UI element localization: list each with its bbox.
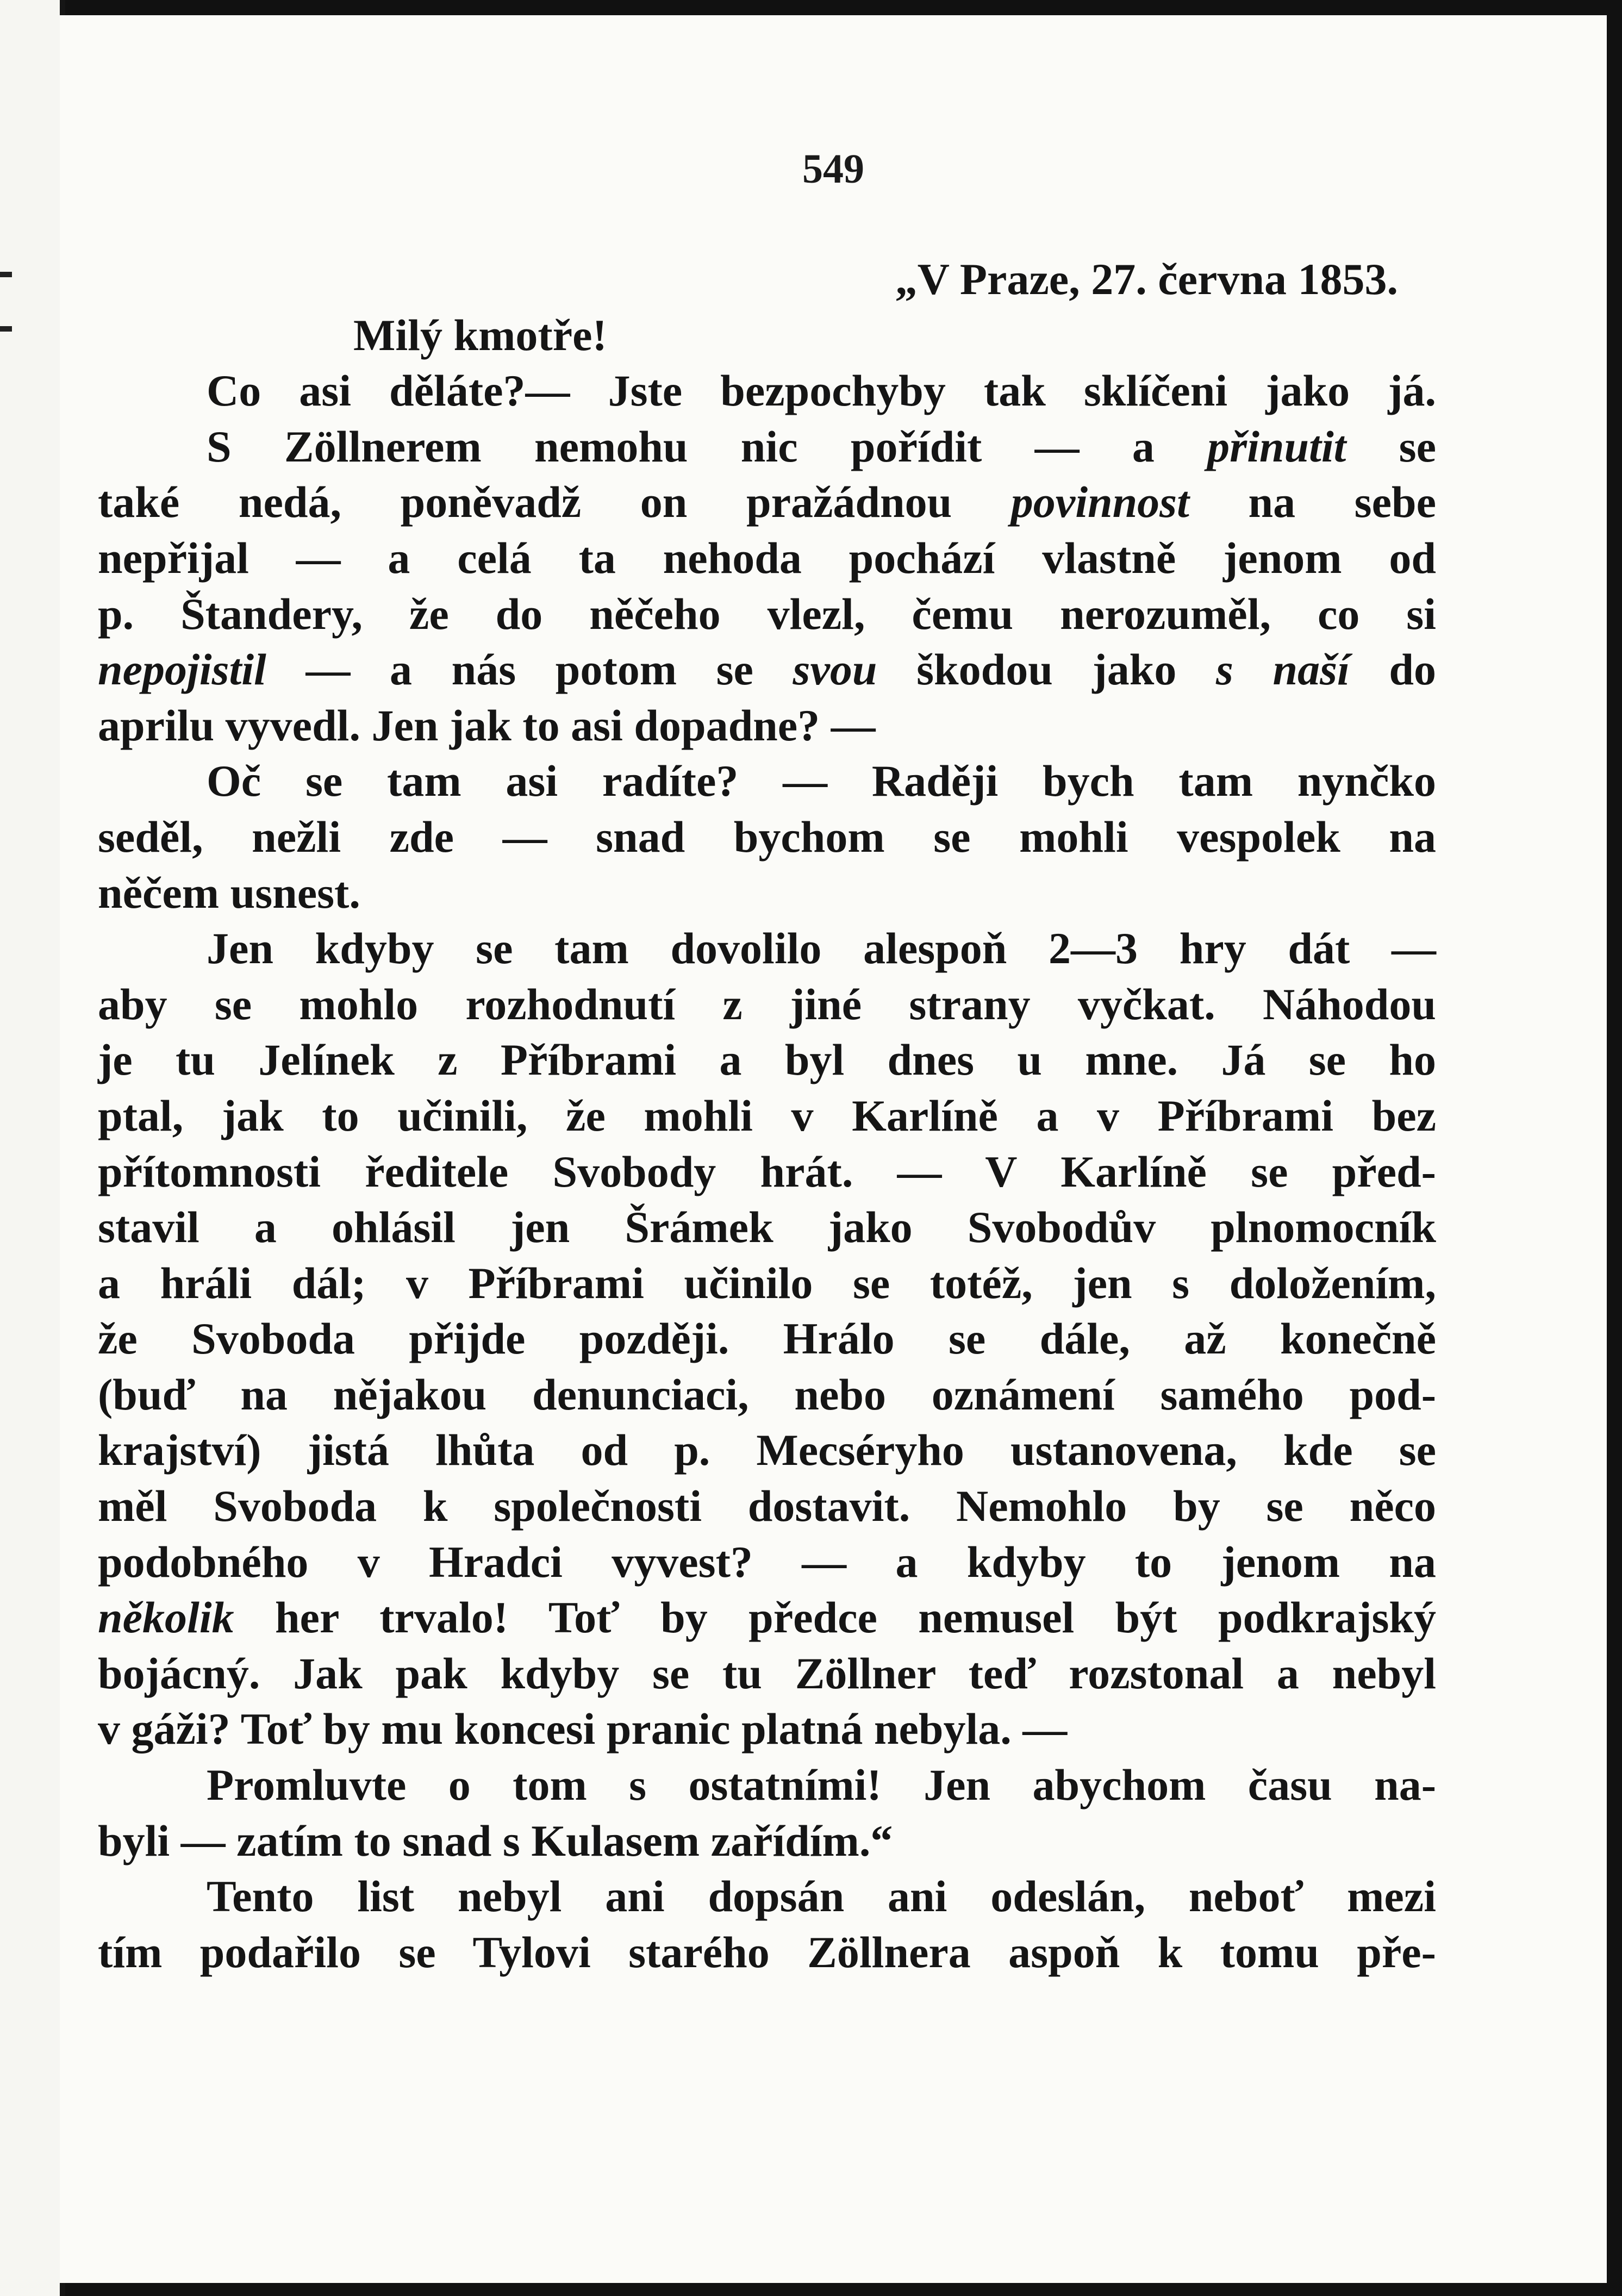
text-run: stavil a ohlásil jen Šrámek jako Svobodův plnomocník [98, 1202, 1436, 1252]
left-margin [0, 0, 65, 2296]
text-line [98, 308, 1436, 364]
text-line [98, 531, 1436, 587]
text-run: škodou jako [877, 645, 1216, 695]
text-run: ptal, jak to učinili, že mohli v Karlíně a v Příbrami bez [98, 1090, 1436, 1140]
italic-text: přinutit [1207, 421, 1346, 471]
text-run: krajství) jistá lhůta od p. Mecséryho ustanovena, kde se [98, 1425, 1436, 1475]
text-run: do [1349, 645, 1436, 695]
text-run: „V Praze, 27. června 1853. [895, 254, 1398, 304]
text-line [98, 977, 1436, 1033]
text-line [98, 753, 1436, 809]
text-run: — a nás potom se [266, 645, 793, 695]
text-run: Oč se tam asi radíte? — Raději bych tam nynčko [207, 756, 1436, 806]
text-line [98, 1534, 1436, 1590]
text-line [98, 865, 1436, 921]
text-line [98, 1200, 1436, 1256]
text-line [98, 642, 1436, 698]
text-run: podobného v Hradci vyvest? — a kdyby to jenom na [98, 1537, 1436, 1587]
book-page [60, 15, 1607, 2283]
text-run: že Svoboda přijde později. Hrálo se dále, až konečně [98, 1314, 1436, 1364]
letter-text [98, 252, 1436, 1980]
text-run: v gáži? Toť by mu koncesi pranic platná nebyla. — [98, 1704, 1068, 1754]
text-run: aprilu vyvedl. Jen jak to asi dopadne? — [98, 700, 876, 750]
italic-text: s naší [1215, 645, 1350, 695]
margin-mark [0, 272, 12, 277]
text-run: her trvalo! Toť by předce nemusel být podkrajský [234, 1593, 1436, 1643]
text-run: se [1346, 421, 1436, 471]
text-line [98, 921, 1436, 977]
text-line [98, 1813, 1436, 1869]
text-run: byli — zatím to snad s Kulasem zařídím.“ [98, 1815, 893, 1866]
text-line [98, 1088, 1436, 1144]
text-run: měl Svoboda k společnosti dostavit. Nemohlo by se něco [98, 1481, 1436, 1531]
text-line [98, 419, 1436, 475]
text-line [98, 809, 1436, 865]
text-run: Milý kmotře! [353, 310, 607, 360]
margin-mark [0, 326, 12, 332]
text-run: nepřijal — a celá ta nehoda pochází vlastně jenom od [98, 533, 1436, 583]
text-line [98, 1925, 1436, 1981]
text-run: a hráli dál; v Příbrami učinilo se totéž, jen s doložením, [98, 1258, 1436, 1308]
text-line [98, 1311, 1436, 1367]
text-line [98, 252, 1436, 308]
text-line [98, 1032, 1436, 1088]
text-run: Jen kdyby se tam dovolilo alespoň 2—3 hry dát — [207, 924, 1436, 974]
text-run: Tento list nebyl ani dopsán ani odeslán, neboť mezi [207, 1871, 1436, 1921]
text-line [98, 1869, 1436, 1925]
text-run: je tu Jelínek z Příbrami a byl dnes u mne. Já se ho [98, 1035, 1436, 1085]
page-number: 549 [802, 146, 864, 192]
text-line [98, 1646, 1436, 1702]
text-line [98, 1422, 1436, 1478]
text-run: tím podařilo se Tylovi starého Zöllnera aspoň k tomu pře- [98, 1927, 1436, 1977]
text-line [98, 1367, 1436, 1423]
italic-text: povinnost [1010, 477, 1189, 527]
italic-text: nepojistil [98, 645, 266, 695]
text-line [98, 1256, 1436, 1312]
text-run: aby se mohlo rozhodnutí z jiné strany vyčkat. Náhodou [98, 979, 1436, 1029]
text-run: (buď na nějakou denunciaci, nebo oznámení samého pod- [98, 1369, 1436, 1419]
text-run: přítomnosti ředitele Svobody hrát. — V Karlíně se před- [98, 1146, 1436, 1196]
text-run: seděl, nežli zde — snad bychom se mohli vespolek na [98, 812, 1436, 862]
text-line [98, 1144, 1436, 1200]
text-run: bojácný. Jak pak kdyby se tu Zöllner teď rozstonal a nebyl [98, 1648, 1436, 1698]
text-line [98, 698, 1436, 754]
text-line [98, 1590, 1436, 1646]
italic-text: několik [98, 1593, 234, 1643]
text-run: na sebe [1189, 477, 1436, 527]
text-line [98, 475, 1436, 531]
text-run: také nedá, poněvadž on pražádnou [98, 477, 1011, 527]
text-line [98, 363, 1436, 419]
text-run: Co asi děláte?— Jste bezpochyby tak sklíčeni jako já. [207, 366, 1436, 416]
text-line [98, 1757, 1436, 1813]
text-run: něčem usnest. [98, 868, 360, 918]
text-line [98, 1701, 1436, 1757]
text-run: Promluvte o tom s ostatními! Jen abychom času na- [207, 1760, 1436, 1810]
text-run: S Zöllnerem nemohu nic pořídit — a [207, 421, 1208, 471]
text-line [98, 1478, 1436, 1534]
text-line [98, 587, 1436, 642]
text-run: p. Štandery, že do něčeho vlezl, čemu nerozuměl, co si [98, 589, 1436, 639]
italic-text: svou [793, 645, 877, 695]
